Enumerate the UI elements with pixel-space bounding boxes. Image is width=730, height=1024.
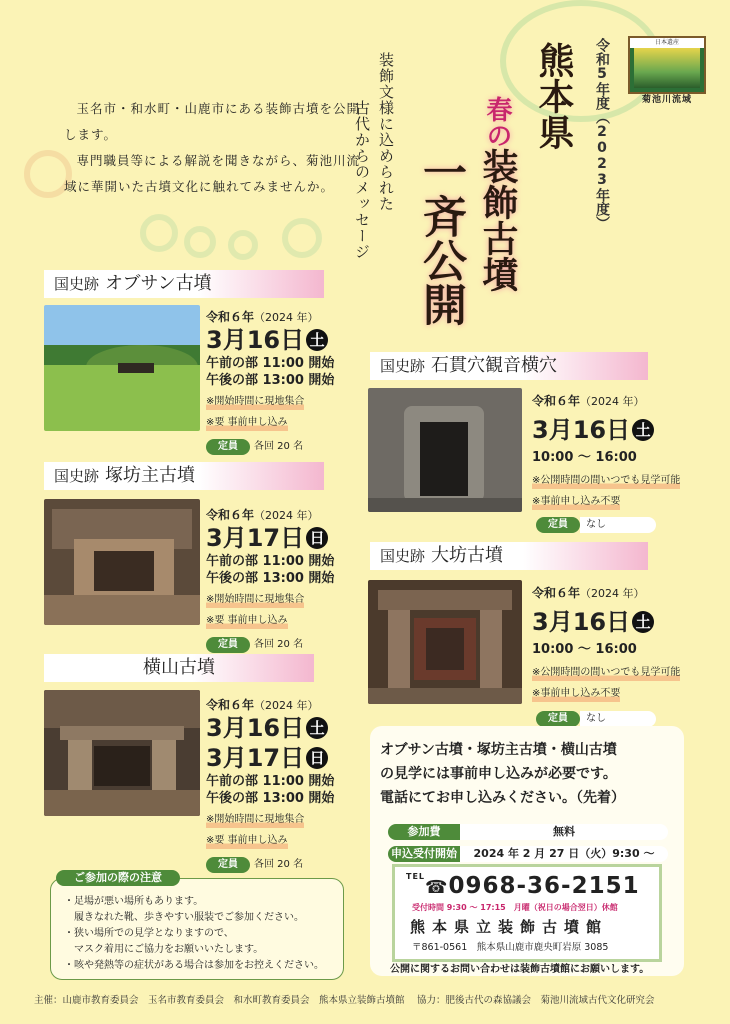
capacity-label: 定員 (536, 517, 580, 533)
event-date (206, 325, 356, 355)
weekday-badge: 土 (632, 611, 654, 633)
fee-label: 参加費 (388, 824, 460, 840)
logo-text: 日本遺産 (630, 38, 704, 48)
event-date (532, 607, 692, 637)
event-date-1 (206, 713, 356, 743)
open-hours: 10:00 ～ 16:00 (532, 642, 637, 657)
western-year: （2024 年） (254, 311, 319, 324)
western-year: （2024 年） (254, 699, 319, 712)
capacity-label: 定員 (206, 637, 250, 653)
event-date-2 (206, 743, 356, 773)
reception-hours: 受付時間 9:30 ～ 17:15 月曜（祝日の場合翌日）休館 (412, 903, 618, 912)
weekday-badge: 土 (306, 717, 328, 739)
date-text: 3月17日 (206, 744, 305, 772)
capacity-row (536, 512, 656, 528)
site-prefix: 国史跡 (54, 467, 100, 485)
date-text: 3月16日 (206, 326, 305, 354)
intro-paragraph: 玉名市・和水町・山鹿市にある装飾古墳を公開します。 (64, 101, 361, 142)
accept-label: 申込受付開始 (388, 846, 460, 862)
capacity-row (206, 434, 356, 450)
note-assemble: ※開始時間に現地集合 (206, 813, 304, 828)
note-reservation: ※要 事前申し込み (206, 416, 288, 431)
circle-decoration (282, 218, 322, 258)
organizers-footer: 主催：山鹿市教育委員会 玉名市教育委員会 和水町教育委員会 熊本県立装飾古墳館 協力：肥後古代の森協議会 菊池川流域古代文化研究会 (34, 995, 655, 1006)
japan-heritage-logo (628, 36, 706, 94)
logo-caption: 菊池川流域 (641, 95, 692, 105)
intro-text (64, 96, 364, 200)
notice-line: ・足場が悪い場所もあります。 (64, 896, 204, 907)
capacity-label: 定員 (206, 857, 250, 873)
obusan-photo (44, 305, 200, 431)
session-time-1: 午前の部 11:00 開始 (206, 774, 335, 789)
obusan-mound-image (44, 305, 200, 431)
capacity-label: 定員 (536, 711, 580, 727)
western-year: （2024 年） (580, 587, 645, 600)
reiwa-label: 令和６年 (206, 698, 255, 712)
note-no-reservation: ※事前申し込み不要 (532, 687, 620, 702)
site-prefix: 国史跡 (54, 275, 100, 293)
title-prefecture: 熊本県 (533, 42, 574, 150)
site-heading-tsukabouzu (44, 462, 324, 490)
logo-landscape (634, 48, 700, 88)
oobou-chamber-image (368, 580, 522, 704)
phone-icon: ☎ (425, 877, 449, 898)
capacity-row (206, 632, 356, 648)
western-year: （2024 年） (580, 395, 645, 408)
site-name: 石貫穴観音横穴 (431, 355, 558, 376)
tsukabouzu-details (206, 506, 356, 648)
yokoyama-photo (44, 690, 200, 816)
date-text: 3月16日 (532, 416, 631, 444)
circle-decoration (228, 230, 258, 260)
weekday-badge: 土 (306, 329, 328, 351)
capacity-value: 各回 20 名 (254, 859, 304, 870)
title-open-house: 一斉公開 (415, 150, 466, 326)
note-assemble: ※開始時間に現地集合 (206, 593, 304, 608)
reiwa-label: 令和６年 (532, 586, 581, 600)
title-spring: 春の (482, 96, 512, 148)
ishinuki-photo (368, 388, 522, 512)
site-heading-ishinuki (370, 352, 648, 380)
session-time-2: 午後の部 13:00 開始 (206, 373, 335, 388)
note-anytime: ※公開時間の間いつでも見学可能 (532, 666, 680, 681)
weekday-badge: 日 (306, 747, 328, 769)
weekday-badge: 土 (632, 419, 654, 441)
yokoyama-chamber-image (44, 690, 200, 816)
note-anytime: ※公開時間の間いつでも見学可能 (532, 474, 680, 489)
ishinuki-cave-image (368, 388, 522, 512)
site-prefix: 国史跡 (380, 547, 426, 565)
date-text: 3月16日 (206, 714, 305, 742)
session-time-2: 午後の部 13:00 開始 (206, 571, 335, 586)
title-decorated-tombs: 装飾古墳 (477, 148, 518, 292)
note-no-reservation: ※事前申し込み不要 (532, 495, 620, 510)
ishinuki-details (532, 392, 692, 510)
application-line: オブサン古墳・塚坊主古墳・横山古墳 (380, 742, 617, 758)
fee-value: 無料 (460, 824, 668, 840)
oobou-details (532, 584, 692, 702)
accept-value: 2024 年 2 月 27 日（火）9:30 ～ (460, 846, 668, 862)
fee-row (388, 820, 668, 840)
event-date (206, 523, 356, 553)
obusan-details (206, 308, 356, 450)
application-line: 電話にてお申し込みください。（先着） (380, 790, 625, 806)
date-text: 3月16日 (532, 608, 631, 636)
subtitle-2: 古代からのメッセージ (353, 100, 371, 260)
circle-decoration (184, 226, 216, 258)
application-message (380, 738, 680, 810)
reiwa-label: 令和６年 (206, 508, 255, 522)
site-heading-oobou (370, 542, 648, 570)
oobou-photo (368, 580, 522, 704)
note-assemble: ※開始時間に現地集合 (206, 395, 304, 410)
subtitle-1: 装飾文様に込められた (377, 52, 395, 212)
museum-name: 熊本県立装飾古墳館 (410, 918, 609, 936)
notice-line: 履きなれた靴、歩きやすい服装でご参加ください。 (64, 912, 304, 923)
reiwa-year (206, 696, 356, 713)
site-name: 大坊古墳 (431, 545, 504, 566)
phone-number[interactable] (406, 872, 640, 899)
notice-line: ・狭い場所での見学となりますので、 (64, 928, 234, 939)
tsukabouzu-chamber-image (44, 499, 200, 625)
reiwa-label: 令和６年 (532, 394, 581, 408)
capacity-row (536, 706, 656, 722)
reiwa-year (206, 506, 356, 523)
site-name: オブサン古墳 (105, 273, 212, 294)
reiwa-year (206, 308, 356, 325)
event-date (532, 415, 692, 445)
notice-line: マスク着用にご協力をお願いいたします。 (64, 944, 264, 955)
site-prefix: 国史跡 (380, 357, 426, 375)
date-text: 3月17日 (206, 524, 305, 552)
reiwa-year (532, 584, 692, 601)
note-reservation: ※要 事前申し込み (206, 614, 288, 629)
phone-text: 0968-36-2151 (448, 873, 640, 899)
circle-decoration (140, 214, 178, 252)
fiscal-year: 令和5年度（2023年度） (594, 38, 610, 230)
notice-list (64, 894, 340, 974)
capacity-value: なし (580, 711, 656, 727)
open-hours: 10:00 ～ 16:00 (532, 450, 637, 465)
accept-row (388, 842, 668, 862)
western-year: （2024 年） (254, 509, 319, 522)
yokoyama-details (206, 696, 356, 868)
session-time-2: 午後の部 13:00 開始 (206, 791, 335, 806)
site-heading-yokoyama (44, 654, 314, 682)
tsukabouzu-photo (44, 499, 200, 625)
session-time-1: 午前の部 11:00 開始 (206, 356, 335, 371)
notice-line: ・咳や発熱等の症状がある場合は参加をお控えください。 (64, 960, 324, 971)
note-reservation: ※要 事前申し込み (206, 834, 288, 849)
capacity-value: 各回 20 名 (254, 639, 304, 650)
session-time-1: 午前の部 11:00 開始 (206, 554, 335, 569)
intro-paragraph: 専門職員等による解説を聞きながら、菊池川流域に華開いた古墳文化に触れてみませんか。 (64, 153, 361, 194)
capacity-value: なし (580, 517, 656, 533)
tel-mark: TEL (406, 872, 426, 881)
application-line: の見学には事前申し込みが必要です。 (380, 766, 617, 782)
museum-address: 〒861-0561 熊本県山鹿市鹿央町岩原 3085 (412, 942, 609, 953)
notice-heading: ご参加の際の注意 (56, 870, 180, 886)
capacity-label: 定員 (206, 439, 250, 455)
reiwa-year (532, 392, 692, 409)
capacity-row (206, 852, 356, 868)
reiwa-label: 令和６年 (206, 310, 255, 324)
site-name: 塚坊主古墳 (105, 465, 196, 486)
weekday-badge: 日 (306, 527, 328, 549)
inquiry-note: 公開に関するお問い合わせは装飾古墳館にお願いします。 (390, 964, 650, 975)
capacity-value: 各回 20 名 (254, 441, 304, 452)
title-main (472, 96, 523, 292)
site-name: 横山古墳 (143, 657, 215, 678)
site-heading-obusan (44, 270, 324, 298)
